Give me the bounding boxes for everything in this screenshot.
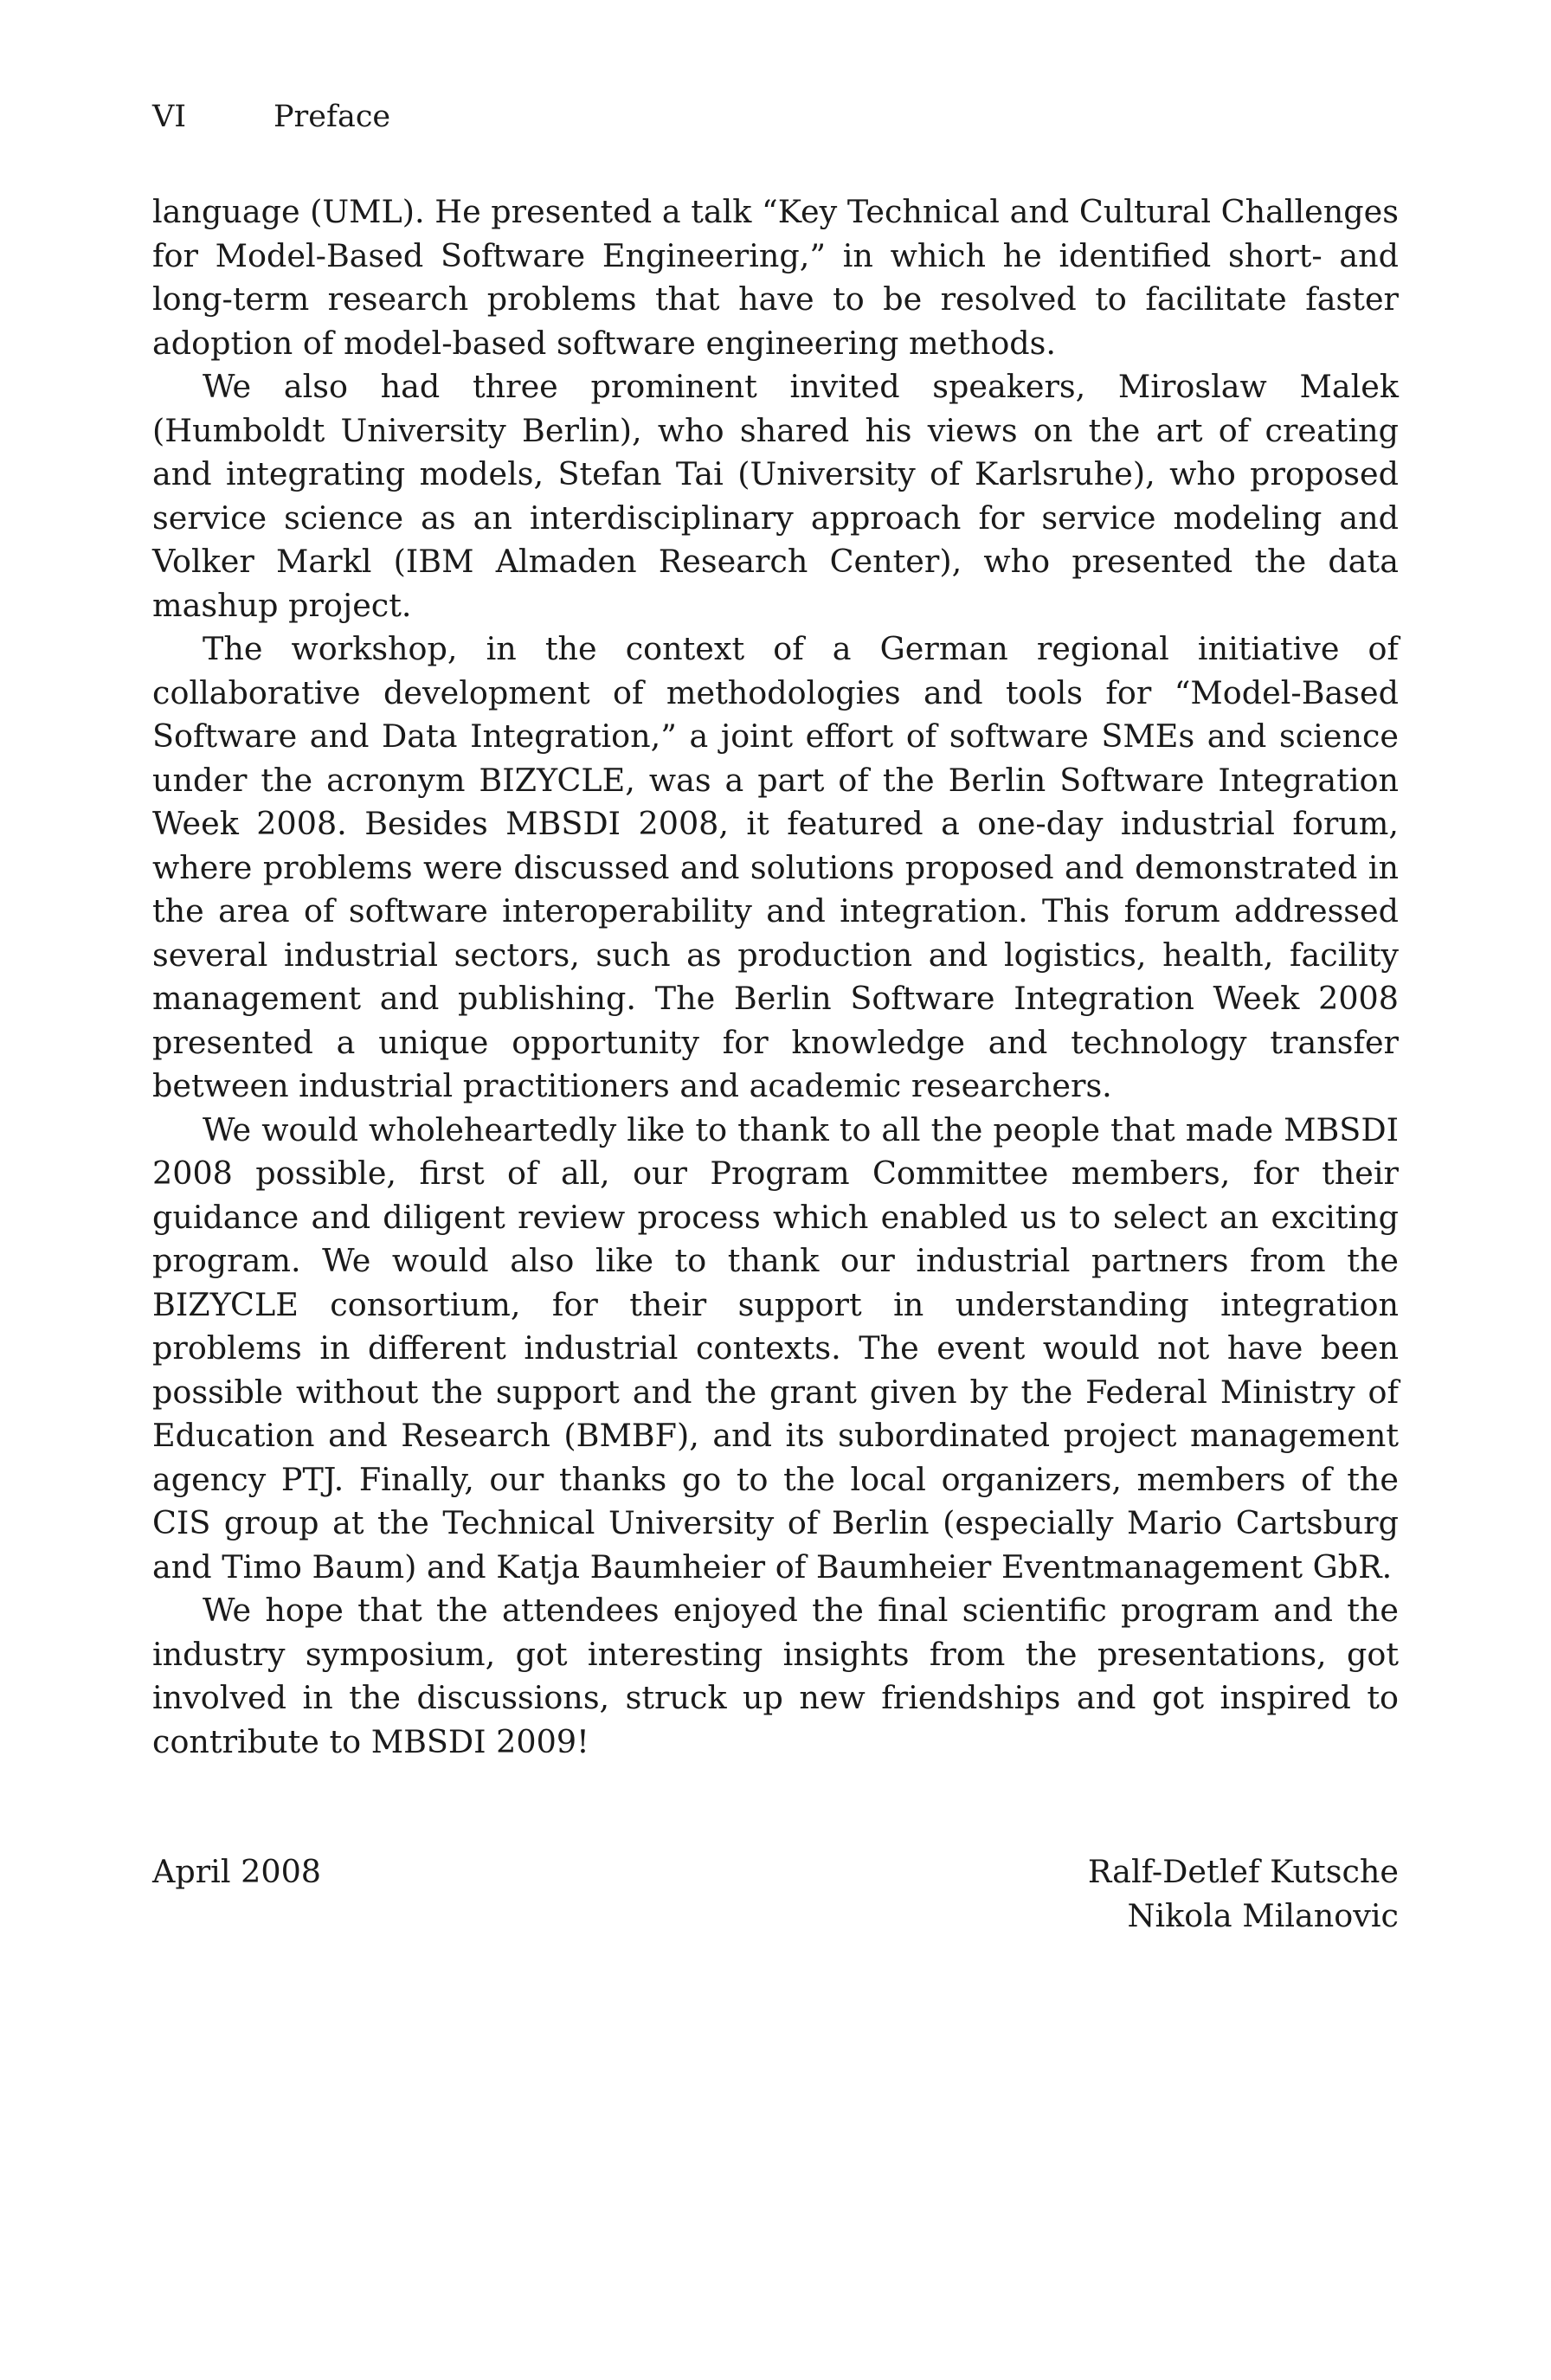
paragraph-workshop-context: The workshop, in the context of a German regional initiative of collaborative development of methodologies and tools for “Model-Based Software and Data Integration,” a joint effort of software SMEs and science under the acronym BIZYCLE, was a part of the Berlin Software Integration Week 2008. Besides MBSDI 2008, it featured a one-day industrial forum, where problems were discussed and solutions proposed and demonstrated in the area of software interoperability and integration. This forum addressed several industrial sectors, such as production and logistics, health, facility management and publishing. The Berlin Software Integration Week 2008 presented a unique opportunity for knowledge and technology transfer between industrial practitioners and academic researchers. (152, 630, 1399, 1104)
page (152, 95, 1399, 1938)
paragraph-invited-speakers: We also had three prominent invited speakers, Miroslaw Malek (Humboldt University Berlin), who shared his views on the art of creating and integrating models, Stefan Tai (University of Karlsruhe), who proposed service science as an interdisciplinary approach for service modeling and Volker Markl (IBM Almaden Research Center), who presented the data mashup project. (152, 368, 1399, 624)
paragraph-closing: We hope that the attendees enjoyed the final scientific program and the industry symposium, got interesting insights from the presentations, got involved in the discussions, struck up new friendships and got inspired to contribute to MBSDI 2009! (152, 1592, 1399, 1760)
signature-date: April 2008 (152, 1853, 322, 1890)
signature-authors (1088, 1850, 1399, 1938)
running-head (152, 95, 1399, 138)
page-number: VI (152, 100, 187, 134)
author-name: Nikola Milanovic (1127, 1896, 1399, 1934)
paragraph-acknowledgements: We would wholeheartedly like to thank to all the people that made MBSDI 2008 possible, first of all, our Program Committee members, for their guidance and diligent review process which enabled us to select an exciting program. We would also like to thank our industrial partners from the BIZYCLE consortium, for their support in understanding integration problems in different industrial contexts. The event would not have been possible without the support and the grant given by the Federal Ministry of Education and Research (BMBF), and its subordinated project management agency PTJ. Finally, our thanks go to the local organizers, members of the CIS group at the Technical University of Berlin (especially Mario Cartsburg and Timo Baum) and Katja Baumheier of Baumheier Eventmanagement GbR. (152, 1110, 1399, 1586)
paragraph-continued: language (UML). He presented a talk “Key Technical and Cultural Challenges for Model-Based Software Engineering,” in which he identified short- and long-term research problems that have to be resolved to facilitate faster adoption of model-based software engineering methods. (152, 193, 1399, 362)
body-text (152, 190, 1399, 1764)
section-title: Preface (274, 100, 391, 134)
author-name: Ralf-Detlef Kutsche (1087, 1853, 1399, 1890)
signature-block (152, 1850, 1399, 1938)
